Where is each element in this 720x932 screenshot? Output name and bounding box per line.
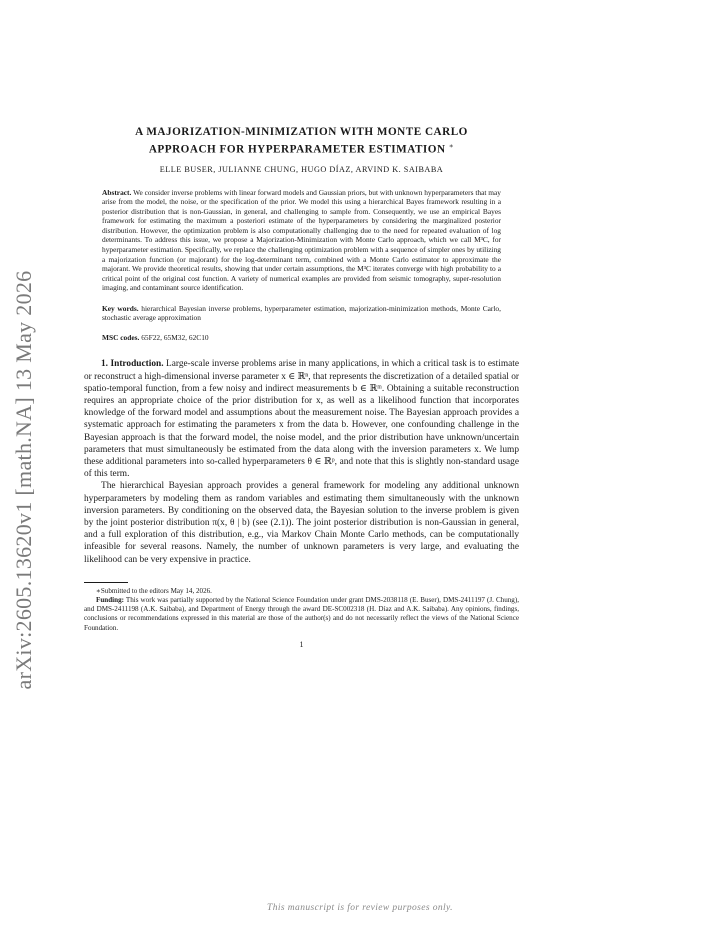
funding-text: This work was partially supported by the National Science Foundation under grant DMS-2038118 (E. Buser), DMS-2411197 (J. Chung), and DMS-2411198 (A.K. Saibaba), and Department of Energy through the award DE-SC002318 (H. Díaz and A.K. Saibaba). Any opinions, findings, conclusions or recommendations expressed in this material are those of the author(s) and do not necessarily reflect the views of the National Science Foundation.: [84, 596, 519, 632]
footnote-rule: [84, 582, 128, 583]
page-number: 1: [299, 639, 304, 649]
paper-title: [84, 125, 519, 157]
keywords-text: hierarchical Bayesian inverse problems, hyperparameter estimation, majorization-minimization methods, Monte Carlo, stochastic average approximation: [102, 303, 501, 323]
abstract-label: Abstract.: [102, 187, 132, 197]
title-line-1: A MAJORIZATION-MINIMIZATION WITH MONTE CARLO: [135, 126, 468, 138]
abstract-text: We consider inverse problems with linear forward models and Gaussian priors, but with unknown hyperparameters that may arise from the model, the noise, or the specification of the prior. We model this using a hierarchical Bayes framework resulting in a posterior distribution that is non-Gaussian, in general, and challenging to sample from. Consequently, we use an empirical Bayes framework for estimating the maximum a posteriori estimate of the hyperparameters by considering the marginalized posterior distribution. However, the optimization problem is also computationally challenging due to the need for repeated evaluation of log determinants. To address this issue, we propose a Majorization-Minimization with Monte Carlo approach, which we call M³C, for hyperparameter estimation. Specifically, we replace the challenging optimization problem with a sequence of simpler ones by utilizing a majorization function (or majorant) for the log-determinant term, combined with a Monte Carlo estimator to approximate the majorant. We provide theoretical results, showing that under certain assumptions, the M³C iterates converge with high probability to a critical point of the original cost function. A variety of numerical examples are provided from seismic tomography, super-resolution imaging, and contaminant source identification.: [102, 187, 501, 293]
keywords: [102, 304, 501, 323]
intro-paragraph-1-text: Large-scale inverse problems arise in many applications, in which a critical task is to estimate or reconstruct a high-dimensional inverse parameter x ∈ ℝⁿ, that represents the discretization of a detailed spatial or spatio-temporal function, from a few noisy and indirect measurements b ∈ ℝᵐ. Obtaining a suitable reconstruction requires an appropriate choice of the prior distribution for x, as well as a likelihood function that incorporates knowledge of the forward model and assumptions about the measurement noise. The Bayesian approach provides a systematic approach for estimating the parameters x from the data b. However, one confounding challenge in the Bayesian approach is that the forward model, the noise model, and the prior distribution have unknown/uncertain parameters that must simultaneously be estimated from the data along with the inversion parameters x. We lump these additional parameters into so-called hyperparameters θ ∈ ℝᵖ, and note that this is slightly non-standard usage of this term.: [84, 359, 519, 480]
abstract: [102, 188, 501, 293]
funding-label: Funding:: [96, 596, 124, 605]
author-list: ELLE BUSER, JULIANNE CHUNG, HUGO DÍAZ, ARVIND K. SAIBABA: [159, 164, 444, 174]
paper-page: [84, 125, 519, 649]
title-line-2: APPROACH FOR HYPERPARAMETER ESTIMATION ∗: [148, 142, 455, 156]
msc-label: MSC codes.: [102, 332, 140, 342]
title-footnote-mark: ∗: [448, 142, 455, 150]
keywords-label: Key words.: [102, 303, 139, 313]
footnote: [84, 587, 519, 633]
msc-codes: [102, 333, 501, 343]
review-watermark: This manuscript is for review purposes only.: [267, 903, 453, 913]
msc-text: 65F22, 65M32, 62C10: [141, 332, 209, 342]
intro-paragraph-1: [84, 358, 519, 480]
section-heading: 1. Introduction.: [101, 359, 164, 370]
footnote-submitted: ∗Submitted to the editors May 14, 2026.: [96, 586, 212, 595]
intro-paragraph-2: The hierarchical Bayesian approach provides a general framework for modeling any additional unknown hyperparameters by modeling them as random variables and estimating them simultaneously with the unknown inversion parameters. By conditioning on the observed data, the Bayesian solution to the inverse problem is given by the joint posterior distribution π(x, θ | b) (see (2.1)). The joint posterior distribution is non-Gaussian in general, and a full exploration of this distribution, e.g., via Markov Chain Monte Carlo methods, can be computationally infeasible for several reasons. Namely, the number of unknown parameters is very large, and evaluating the likelihood can be very expensive in practice.: [84, 481, 519, 565]
footnote-funding: [84, 596, 519, 633]
arxiv-identifier: arXiv:2605.13620v1 [math.NA] 13 May 2026: [11, 270, 36, 690]
section-introduction: [84, 358, 519, 565]
